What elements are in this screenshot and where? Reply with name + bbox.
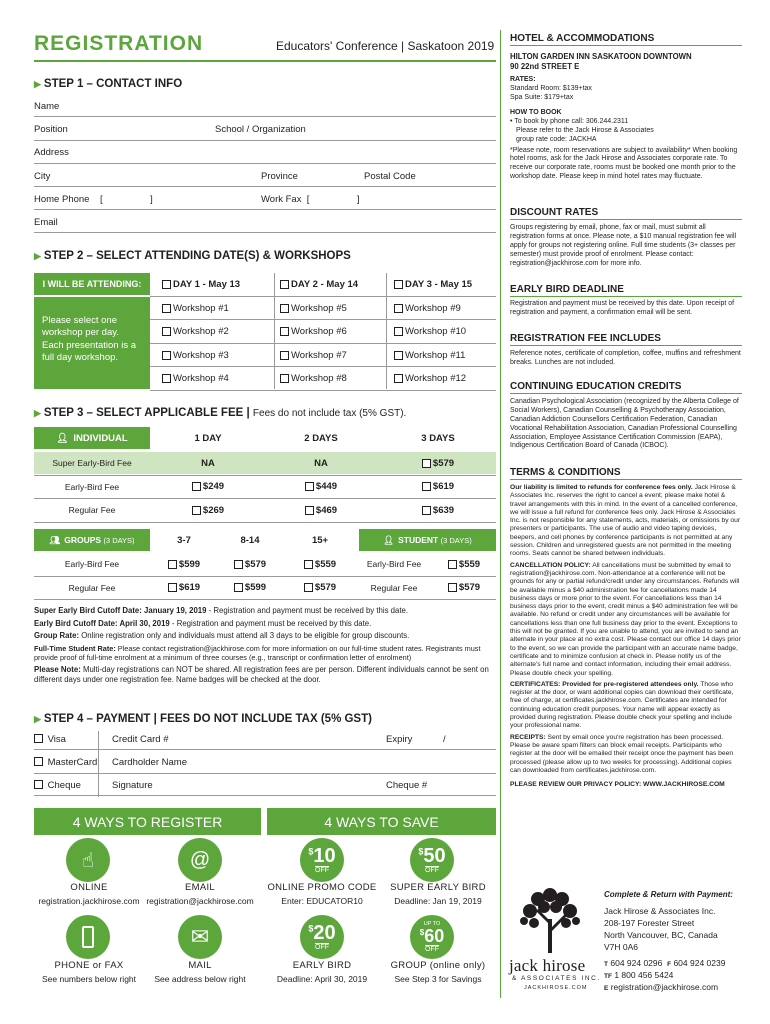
person-icon: 👤︎	[383, 534, 395, 545]
logo-text: jack hirose	[509, 956, 586, 975]
visa-option[interactable]: Visa	[34, 734, 66, 745]
complete-return: Complete & Return with Payment:	[604, 890, 733, 899]
promo-sub: Enter: EDUCATOR10	[281, 896, 363, 906]
group-row-label: Early-Bird Fee	[64, 559, 120, 569]
conference-title: Educators' Conference | Saskatoon 2019	[276, 39, 495, 53]
fee-option[interactable]	[265, 476, 377, 498]
fee-value: NA	[201, 457, 215, 469]
step2-heading: ▶ STEP 2 – SELECT ATTENDING DATE(S) & WORKSHOPS	[34, 250, 351, 262]
online-icon: ☝︎	[66, 838, 110, 882]
checkbox[interactable]	[162, 351, 171, 360]
column-divider	[500, 30, 501, 998]
mail-sub: See address below right	[154, 974, 246, 984]
contact-numbers: T 604 924 0296 F 604 924 0239 TF 1 800 456 5424 E registration@jackhirose.com	[604, 958, 726, 992]
checkbox[interactable]	[192, 482, 201, 491]
super-early-title: SUPER EARLY BIRD	[390, 882, 486, 893]
step1-heading: ▶ STEP 1 – CONTACT INFO	[34, 78, 183, 90]
includes-text: Reference notes, certificate of completion, coffee, muffins and refreshment breaks. Lunches are not included.	[510, 350, 741, 366]
group-fee-option[interactable]	[152, 577, 216, 599]
checkbox[interactable]	[304, 560, 313, 569]
checkbox[interactable]	[168, 583, 177, 592]
fee-value: $639	[432, 504, 455, 516]
logo-url: JACKHIROSE.COM	[524, 985, 588, 991]
checkbox[interactable]	[168, 560, 177, 569]
checkbox[interactable]	[394, 280, 403, 289]
fee-value: $559	[314, 558, 337, 570]
group-circle: UP TO $60 OFF	[410, 915, 454, 959]
checkbox[interactable]	[280, 280, 289, 289]
individual-header: 👤︎ INDIVIDUAL	[34, 427, 150, 449]
checkbox[interactable]	[280, 374, 289, 383]
email-field[interactable]	[34, 232, 496, 233]
contact-email-link[interactable]: registration@jackhirose.com	[610, 981, 719, 992]
early-bird-text: Registration and payment must be received by this date. Upon receipt of registration and payment, a confirmation email will be sent.	[510, 300, 735, 316]
fee-option	[152, 452, 264, 474]
signature-field[interactable]	[34, 795, 496, 796]
city-label: City	[34, 171, 51, 182]
workshop-label: Workshop #2	[173, 326, 229, 337]
group-column-header: 8-14	[240, 534, 260, 546]
terms-heading: TERMS & CONDITIONS	[510, 467, 742, 480]
workshop-label: Workshop #11	[405, 349, 466, 361]
ways-to-register-header: 4 WAYS TO REGISTER	[34, 808, 261, 835]
fee-value: $619	[178, 582, 201, 593]
hotel-rates: RATES: Standard Room: $139+tax Spa Suite: $179+tax	[510, 76, 592, 101]
student-row-label: Early-Bird Fee	[366, 559, 422, 569]
checkbox[interactable]	[448, 560, 457, 569]
student-header: 👤︎ STUDENT (3 DAYS)	[359, 529, 496, 551]
fee-option[interactable]	[380, 476, 496, 498]
terms-text: Our liability is limited to refunds for conference fees only. Jack Hirose & Associates Inc. reserves the right to cancel a event; please make hotel & travel arrangements with this in mind. In the event of a cancelled conference, we will issue a full refund for conference fees only. Jack Hirose & Associates Inc. is not responsible for any statements, acts, materials, or omissions by our presenters or participants. The use of audio and video taping devices, beepers, and cell phones by conference participants is not permitted at any session. Children and unregistered guests are not permitted in the meeting rooms. Seats cannot be shared between individuals. CANCELLATION POLICY: All cancellations must be submitted by email to registration@jackhirose.com. Non-attendance at a conference will not be grounds for any or partial refund/credit under any circumstances. Refunds will be available minus a $40 administration fee for cancellations made 14 business days or more prior to the event. For cancellations less than 14 business days prior to the event, credit minus a $40 administration fee will be available. No refund or credit under any circumstances will be available for cancellations less than one full business day prior to the event. Exceptions to this will not be granted. If you are unable to attend, you are invited to send an alternate in your place at no extra cost. Please contact our office 14 days prior to the event, so we can provide the participant with an accurate name badge, certificate and to minimize confusion at check in. Please notify us of the alternate's full name and contact information, including their email address. Please double check your spelling. CERTIFICATES: Provided for pre-registered attendees only. Those who register at the door, or want additional copies can download their certificate, free of charge, at certificates.jackhirose.com. Certificates are intended for continuing education credit purposes. Your name will appear exactly as provided during registration. Please double check your spelling and include your professional name. RECEIPTS: Sent by email once you're registration has been processed. Please be aware spam filters can block email receipts. Participants who register at the door will be emailed their receipt once the payment has been processed (please allow up to two weeks for processing). Additional copies can downloaded from certificates.jackhirose.com. PLEASE REVIEW OUR PRIVACY POLICY: WWW.JACKHIROSE.COM	[510, 484, 741, 789]
row-divider	[34, 522, 496, 523]
checkbox[interactable]	[162, 374, 171, 383]
phone-icon	[66, 915, 110, 959]
day-option[interactable]	[158, 273, 270, 295]
checkbox[interactable]	[162, 280, 171, 289]
early-bird-heading: EARLY BIRD DEADLINE	[510, 284, 742, 297]
checkbox[interactable]	[394, 327, 403, 336]
checkbox[interactable]	[234, 560, 243, 569]
group-icon: 👥︎	[49, 534, 61, 545]
group-column-header: 15+	[311, 534, 329, 546]
checkbox[interactable]	[234, 583, 243, 592]
fee-column-header: 3 DAYS	[421, 432, 455, 444]
day-label: DAY 3 - May 15	[405, 278, 473, 290]
workshop-label: Workshop #6	[291, 326, 347, 337]
group-fee-option[interactable]	[218, 577, 282, 599]
checkbox[interactable]	[162, 327, 171, 336]
workshop-note: Please select one workshop per day. Each presentation is a full day workshop.	[34, 297, 150, 389]
checkbox[interactable]	[394, 351, 403, 360]
groups-header: 👥︎ GROUPS (3 DAYS)	[34, 529, 150, 551]
workshop-option[interactable]	[390, 344, 496, 366]
group-column-header: 3-7	[177, 534, 191, 546]
workshop-option[interactable]	[276, 368, 384, 390]
position-label: Position	[34, 124, 68, 135]
email-link[interactable]: registration@jackhirose.com	[146, 896, 254, 906]
student-fee-option[interactable]	[432, 577, 496, 599]
ce-heading: CONTINUING EDUCATION CREDITS	[510, 381, 742, 394]
includes-heading: REGISTRATION FEE INCLUDES	[510, 333, 742, 346]
fee-value: $579	[244, 558, 267, 570]
workshop-option[interactable]	[276, 344, 384, 366]
address-field[interactable]	[34, 163, 496, 164]
workshop-option[interactable]	[390, 368, 496, 390]
fee-value: $619	[432, 481, 455, 492]
workshop-label: Workshop #3	[173, 349, 229, 361]
fee-column-header: 1 DAY	[194, 432, 222, 444]
fee-value: $599	[178, 558, 201, 570]
workshop-option[interactable]	[158, 344, 270, 366]
super-early-sub: Deadline: Jan 19, 2019	[394, 896, 482, 906]
city-field[interactable]	[34, 186, 496, 187]
fee-value: $579	[314, 582, 337, 593]
mail-icon: ✉︎	[178, 915, 222, 959]
checkbox[interactable]	[304, 583, 313, 592]
workshop-option[interactable]	[390, 321, 496, 343]
promo-title: ONLINE PROMO CODE	[267, 882, 377, 893]
page-title: REGISTRATION	[34, 32, 204, 55]
workshop-label: Workshop #12	[405, 373, 467, 384]
fee-value: $249	[202, 481, 225, 492]
checkbox[interactable]	[422, 482, 431, 491]
checkbox[interactable]	[162, 304, 171, 313]
checkbox[interactable]	[280, 304, 289, 313]
online-title: ONLINE	[70, 882, 108, 893]
checkbox[interactable]	[422, 459, 431, 468]
fee-value: $579	[458, 582, 481, 593]
mailing-address: Jack Hirose & Associates Inc. 208-197 Forester Street North Vancouver, BC, Canada V7H 0A6	[604, 906, 718, 952]
home-phone-label: Home Phone [ ]	[34, 194, 153, 205]
early-bird-circle: $20 OFF	[300, 915, 344, 959]
checkbox[interactable]	[422, 506, 431, 515]
day-option[interactable]	[276, 273, 384, 295]
checkbox[interactable]	[394, 374, 403, 383]
workshop-option[interactable]	[158, 297, 270, 319]
workshop-label: Workshop #7	[291, 349, 347, 361]
fee-option[interactable]	[380, 452, 496, 474]
group-title: GROUP (online only)	[390, 960, 486, 971]
payment-divider	[98, 731, 99, 797]
cutoff-notes: Super Early Bird Cutoff Date: January 19, 2019 - Registration and payment must be received by this date. Early Bird Cutoff Date: April 30, 2019 - Registration and payment must be received by this date. Group Rate: Online registration only and individuals must attend all 3 days to be eligible for group discounts. Full-Time Student Rate: Please contact registration@jackhirose.com for more information on our full-time student rates. Registrants must provide proof of full-time enrolment at a minimum of three courses (e.g., transcript or confirmation letter of enrolment) Please Note: Multi-day registrations can NOT be shared. All registration fees are per person. Different individuals cannot be sent on different days under one registration fee. Name badges will be checked at the door.	[34, 606, 489, 685]
email-label: Email	[34, 217, 58, 228]
cardholder-label: Cardholder Name	[112, 757, 187, 768]
email-icon: @	[178, 838, 222, 882]
col-divider	[274, 273, 275, 389]
credit-card-label: Credit Card #	[112, 734, 169, 745]
workshop-option[interactable]	[158, 368, 270, 390]
workshop-label: Workshop #1	[173, 302, 229, 314]
tree-logo-icon	[514, 885, 586, 955]
school-label: School / Organization	[215, 124, 306, 135]
workshop-label: Workshop #8	[291, 373, 347, 384]
early-bird-title: EARLY BIRD	[292, 960, 352, 971]
signature-label: Signature	[112, 780, 153, 791]
work-fax-label: Work Fax [ ]	[261, 194, 360, 205]
fee-row-label: Regular Fee	[68, 505, 116, 515]
hotel-booking: HOW TO BOOK • To book by phone call: 306.244.2311 Please refer to the Jack Hirose & Associates group rate code: JACKHA *Please note, room reservations are subject to availability* When booking hotel rooms, ask for the Jack Hirose and Associates corporate rate. To receive our corporate rate, rooms must be booked one month prior to the workshop date. Please keep in mind hotel rates may fluctuate.	[510, 109, 738, 181]
postal-label: Postal Code	[364, 171, 416, 182]
early-bird-sub: Deadline: April 30, 2019	[276, 974, 368, 984]
cheque-option[interactable]: Cheque	[34, 780, 81, 791]
step3-heading: ▶ STEP 3 – SELECT APPLICABLE FEE | Fees do not include tax (5% GST).	[34, 407, 407, 419]
online-link[interactable]: registration.jackhirose.com	[38, 896, 140, 906]
fee-option[interactable]	[265, 499, 377, 521]
workshop-label: Workshop #9	[405, 302, 461, 314]
fee-option	[265, 452, 377, 474]
workshop-option[interactable]	[276, 321, 384, 343]
promo-circle: $10 OFF	[300, 838, 344, 882]
group-fee-option[interactable]	[284, 553, 356, 575]
step4-heading: ▶ STEP 4 – PAYMENT | FEES DO NOT INCLUDE TAX (5% GST)	[34, 713, 372, 725]
mastercard-option[interactable]: MasterCard	[34, 757, 97, 768]
group-row-label: Regular Fee	[68, 582, 116, 593]
fee-value: $269	[202, 504, 225, 516]
checkbox[interactable]	[192, 506, 201, 515]
fee-row-label: Early-Bird Fee	[64, 481, 120, 492]
fee-value: $599	[244, 582, 267, 593]
fee-column-header: 2 DAYS	[304, 432, 338, 444]
workshop-label: Workshop #4	[173, 373, 229, 384]
hotel-name: HILTON GARDEN INN SASKATOON DOWNTOWN 90 22nd STREET E	[510, 52, 692, 71]
hotel-heading: HOTEL & ACCOMMODATIONS	[510, 33, 742, 46]
position-field[interactable]	[34, 140, 496, 141]
row-divider	[150, 390, 496, 391]
row-divider	[34, 599, 496, 600]
ce-text: Canadian Psychological Association (recognized by the Alberta College of Social Workers), Canadian Counselling & Psychotherapy Association, Canadian Addiction Counsellors Certification Federation, Canadian Vocational Rehabilitation Association, Canadian Professional Counselling Association, Employee Assistance Certification Commission (EAPA), Indigenous Certification Board of Canada (ICBOC).	[510, 398, 739, 450]
fee-value: $449	[315, 481, 338, 492]
discount-text: Groups registering by email, phone, fax or mail, must submit all registration forms at once. Please note, a $10 manual registration fee will apply for groups not registering online. Full time students (3+ classes per semester) must provide proof of enrolment. Please contact: registration@jackhirose.com for more info.	[510, 224, 737, 267]
checkbox[interactable]	[280, 327, 289, 336]
workshop-option[interactable]	[276, 297, 384, 319]
fee-value: $559	[458, 558, 481, 570]
group-fee-option[interactable]	[152, 553, 216, 575]
fee-row-label: Super Early-Bird Fee	[52, 458, 132, 468]
discount-heading: DISCOUNT RATES	[510, 207, 742, 220]
province-label: Province	[261, 171, 298, 182]
checkbox[interactable]	[448, 583, 457, 592]
fee-option[interactable]	[380, 499, 496, 521]
checkbox[interactable]	[280, 351, 289, 360]
checkbox[interactable]	[305, 482, 314, 491]
workshop-option[interactable]	[158, 321, 270, 343]
expiry-slash: /	[443, 734, 446, 745]
address-label: Address	[34, 147, 69, 158]
ways-to-save-header: 4 WAYS TO SAVE	[267, 808, 496, 835]
checkbox[interactable]	[305, 506, 314, 515]
cheque-number-label: Cheque #	[386, 780, 428, 791]
workshop-label: Workshop #5	[291, 302, 347, 314]
title-divider	[34, 60, 496, 62]
person-icon: 👤︎	[56, 432, 69, 444]
day-option[interactable]	[390, 273, 496, 295]
expiry-label: Expiry	[386, 734, 413, 745]
fee-option[interactable]	[152, 499, 264, 521]
day-label: DAY 2 - May 14	[291, 278, 359, 290]
col-divider	[386, 273, 387, 389]
student-row-label: Regular Fee	[370, 582, 418, 593]
group-fee-option[interactable]	[218, 553, 282, 575]
fee-value: $579	[432, 457, 455, 469]
super-early-circle: $50 OFF	[410, 838, 454, 882]
checkbox[interactable]	[394, 304, 403, 313]
workshop-label: Workshop #10	[405, 326, 467, 337]
logo-subtext: & ASSOCIATES INC.	[512, 975, 601, 982]
group-sub: See Step 3 for Savings	[394, 974, 482, 984]
name-label: Name	[34, 101, 60, 112]
attending-label: I WILL BE ATTENDING:	[34, 273, 150, 295]
fee-option[interactable]	[152, 476, 264, 498]
credit-card-field[interactable]	[34, 749, 496, 750]
phone-field[interactable]	[34, 209, 496, 210]
email-title: EMAIL	[184, 882, 215, 893]
phone-sub: See numbers below right	[41, 974, 137, 984]
fee-value: $469	[315, 504, 338, 516]
cardholder-field[interactable]	[34, 773, 496, 774]
mail-title: MAIL	[188, 960, 212, 971]
name-field[interactable]	[34, 116, 496, 117]
privacy-link[interactable]: PLEASE REVIEW OUR PRIVACY POLICY: WWW.JACKHIROSE.COM	[510, 781, 725, 789]
day-label: DAY 1 - May 13	[173, 278, 241, 290]
phone-title: PHONE or FAX	[54, 960, 124, 971]
fee-value: NA	[314, 457, 328, 469]
workshop-option[interactable]	[390, 297, 496, 319]
student-fee-option[interactable]	[432, 553, 496, 575]
group-fee-option[interactable]	[284, 577, 356, 599]
